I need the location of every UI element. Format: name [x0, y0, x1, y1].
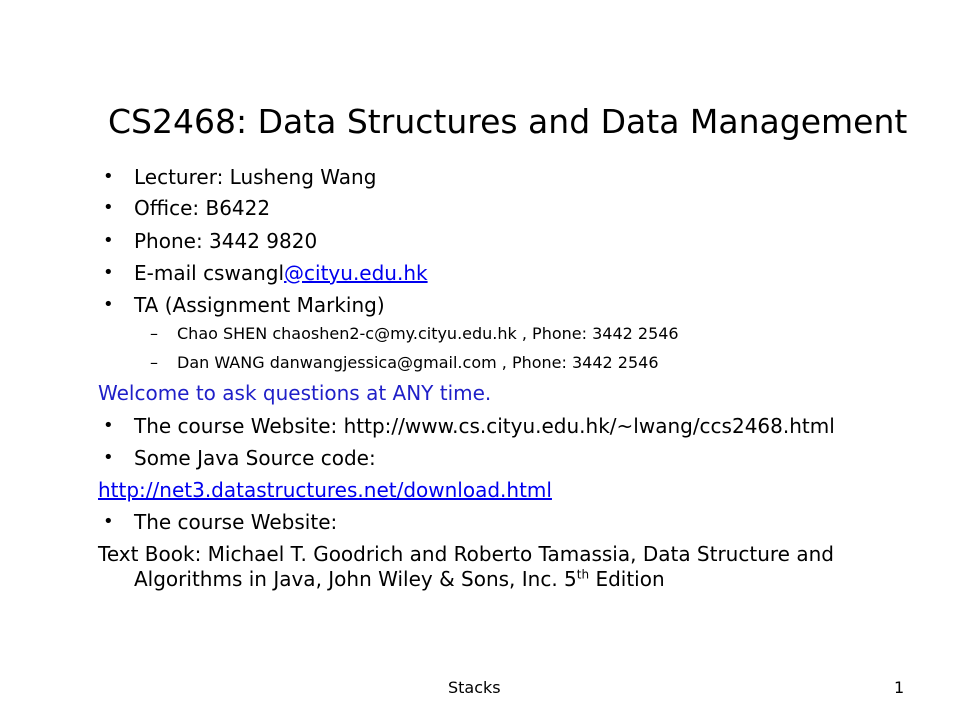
bullet-icon: •: [103, 511, 114, 532]
footer-title: Stacks: [448, 678, 501, 697]
ta-heading: TA (Assignment Marking): [134, 293, 385, 317]
email-prefix: E-mail cswangl: [134, 261, 285, 285]
dash-icon: –: [150, 353, 158, 372]
page-number: 1: [894, 678, 905, 697]
textbook-line-2: [134, 564, 665, 594]
textbook-line-1: Text Book: Michael T. Goodrich and Roberto Tamassia, Data Structure and: [98, 542, 834, 566]
java-source-link[interactable]: http://net3.datastructures.net/download.html: [98, 478, 552, 502]
course-website-text: The course Website: http://www.cs.cityu.edu.hk/~lwang/ccs2468.html: [134, 414, 835, 438]
ta-item: Chao SHEN chaoshen2-c@my.cityu.edu.hk , Phone: 3442 2546: [177, 324, 679, 343]
textbook-line-2-tail: Edition: [589, 567, 665, 591]
office-text: Office: B6422: [134, 196, 271, 220]
bullet-icon: •: [103, 166, 114, 187]
textbook-line-2-main: Algorithms in Java, John Wiley & Sons, Inc. 5: [134, 567, 577, 591]
welcome-text: Welcome to ask questions at ANY time.: [98, 381, 492, 405]
email-line: [134, 258, 428, 288]
course-website-text-2: The course Website:: [134, 510, 338, 534]
ta-item: Dan WANG danwangjessica@gmail.com , Phone: 3442 2546: [177, 353, 659, 372]
bullet-icon: •: [103, 415, 114, 436]
java-source-text: Some Java Source code:: [134, 446, 376, 470]
bullet-icon: •: [103, 262, 114, 283]
email-link[interactable]: @cityu.edu.hk: [284, 261, 428, 285]
lecturer-text: Lecturer: Lusheng Wang: [134, 165, 377, 189]
bullet-icon: •: [103, 197, 114, 218]
phone-text: Phone: 3442 9820: [134, 229, 318, 253]
bullet-icon: •: [103, 294, 114, 315]
bullet-icon: •: [103, 447, 114, 468]
textbook-superscript: th: [576, 567, 590, 582]
bullet-icon: •: [103, 230, 114, 251]
slide-title: CS2468: Data Structures and Data Management: [108, 102, 908, 141]
dash-icon: –: [150, 324, 158, 343]
